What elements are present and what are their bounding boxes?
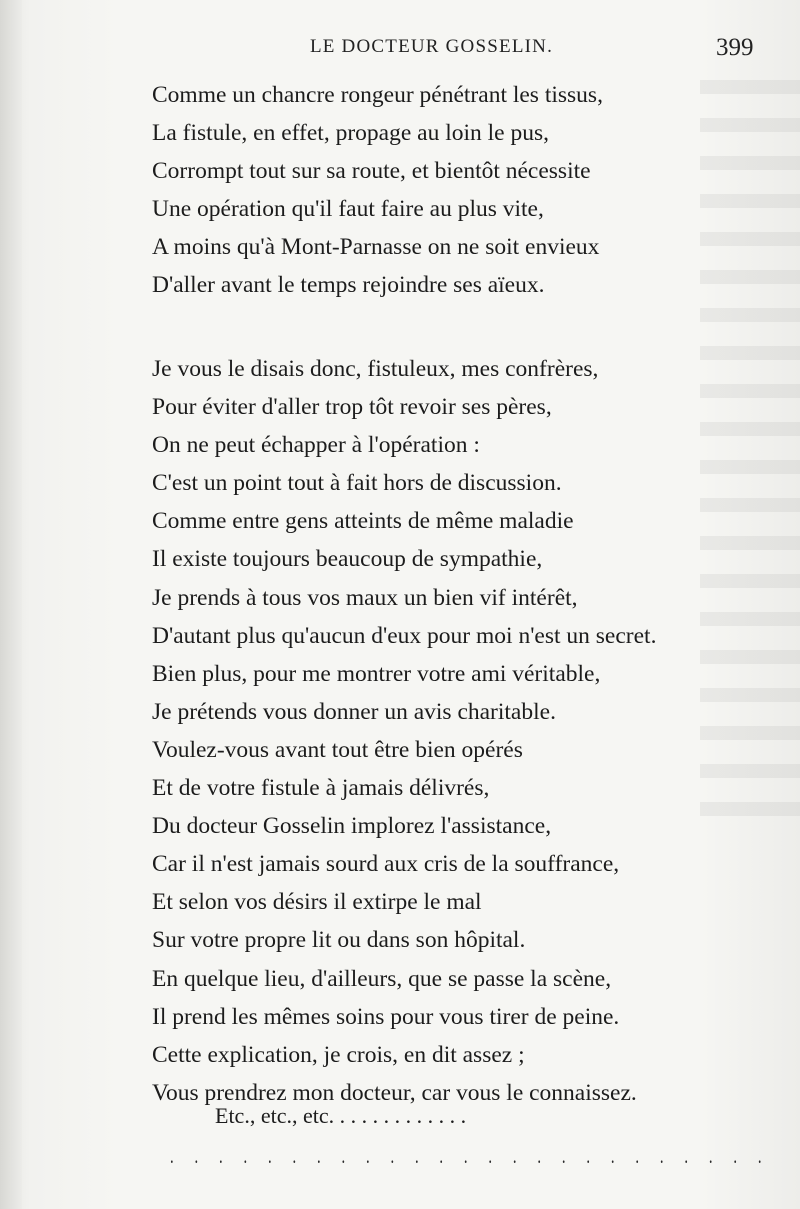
verse-line: Je vous le disais donc, fistuleux, mes confrères, <box>152 356 599 382</box>
verse-line: Bien plus, pour me montrer votre ami véritable, <box>152 660 601 687</box>
page-number: 399 <box>716 34 754 61</box>
stanza-2 <box>152 350 656 1112</box>
verse-line: D'aller avant le temps rejoindre ses aïeux. <box>152 272 545 299</box>
verse-line: D'autant plus qu'aucun d'eux pour moi n'est un secret. <box>152 622 657 649</box>
verse-line: Car il n'est jamais sourd aux cris de la souffrance, <box>152 851 620 878</box>
verse-line: Comme entre gens atteints de même maladie <box>152 508 574 535</box>
verse-line: Et de votre fistule à jamais délivrés, <box>152 775 490 802</box>
page-header <box>0 30 800 66</box>
bleed-through-text <box>700 80 800 840</box>
running-head: LE DOCTEUR GOSSELIN. <box>310 36 554 57</box>
verse-line: A moins qu'à Mont-Parnasse on ne soit envieux <box>152 234 600 261</box>
verse-line: On ne peut échapper à l'opération : <box>152 432 480 459</box>
stanza-1 <box>152 76 603 305</box>
verse-line: La fistule, en effet, propage au loin le pus, <box>152 120 549 147</box>
verse-line: En quelque lieu, d'ailleurs, que se passe la scène, <box>152 965 612 992</box>
verse-line: Du docteur Gosselin implorez l'assistance, <box>152 813 552 840</box>
verse-line: Cette explication, je crois, en dit assez ; <box>152 1041 525 1068</box>
verse-line: Je prends à tous vos maux un bien vif intérêt, <box>152 584 578 611</box>
verse-line: Comme un chancre rongeur pénétrant les tissus, <box>152 82 603 108</box>
verse-line: Voulez-vous avant tout être bien opérés <box>152 736 523 763</box>
verse-line: Vous prendrez mon docteur, car vous le connaissez. <box>152 1079 637 1106</box>
page-gutter <box>0 0 22 1209</box>
verse-line: Corrompt tout sur sa route, et bientôt nécessite <box>152 158 591 185</box>
verse-line: Il existe toujours beaucoup de sympathie, <box>152 546 543 573</box>
closing-dots: . . . . . . . . . . . . . . . . . . . . . . . . . <box>170 1143 771 1168</box>
verse-line: Une opération qu'il faut faire au plus vite, <box>152 196 544 223</box>
verse-line: Sur votre propre lit ou dans son hôpital. <box>152 927 526 954</box>
verse-line: Il prend les mêmes soins pour vous tirer de peine. <box>152 1003 620 1030</box>
closing-etc: Etc., etc., etc. . . . . . . . . . . . . <box>215 1103 467 1128</box>
verse-line: Je prétends vous donner un avis charitable. <box>152 698 556 725</box>
verse-line: Et selon vos désirs il extirpe le mal <box>152 889 482 916</box>
verse-line: C'est un point tout à fait hors de discussion. <box>152 470 562 497</box>
verse-line: Pour éviter d'aller trop tôt revoir ses pères, <box>152 394 552 421</box>
